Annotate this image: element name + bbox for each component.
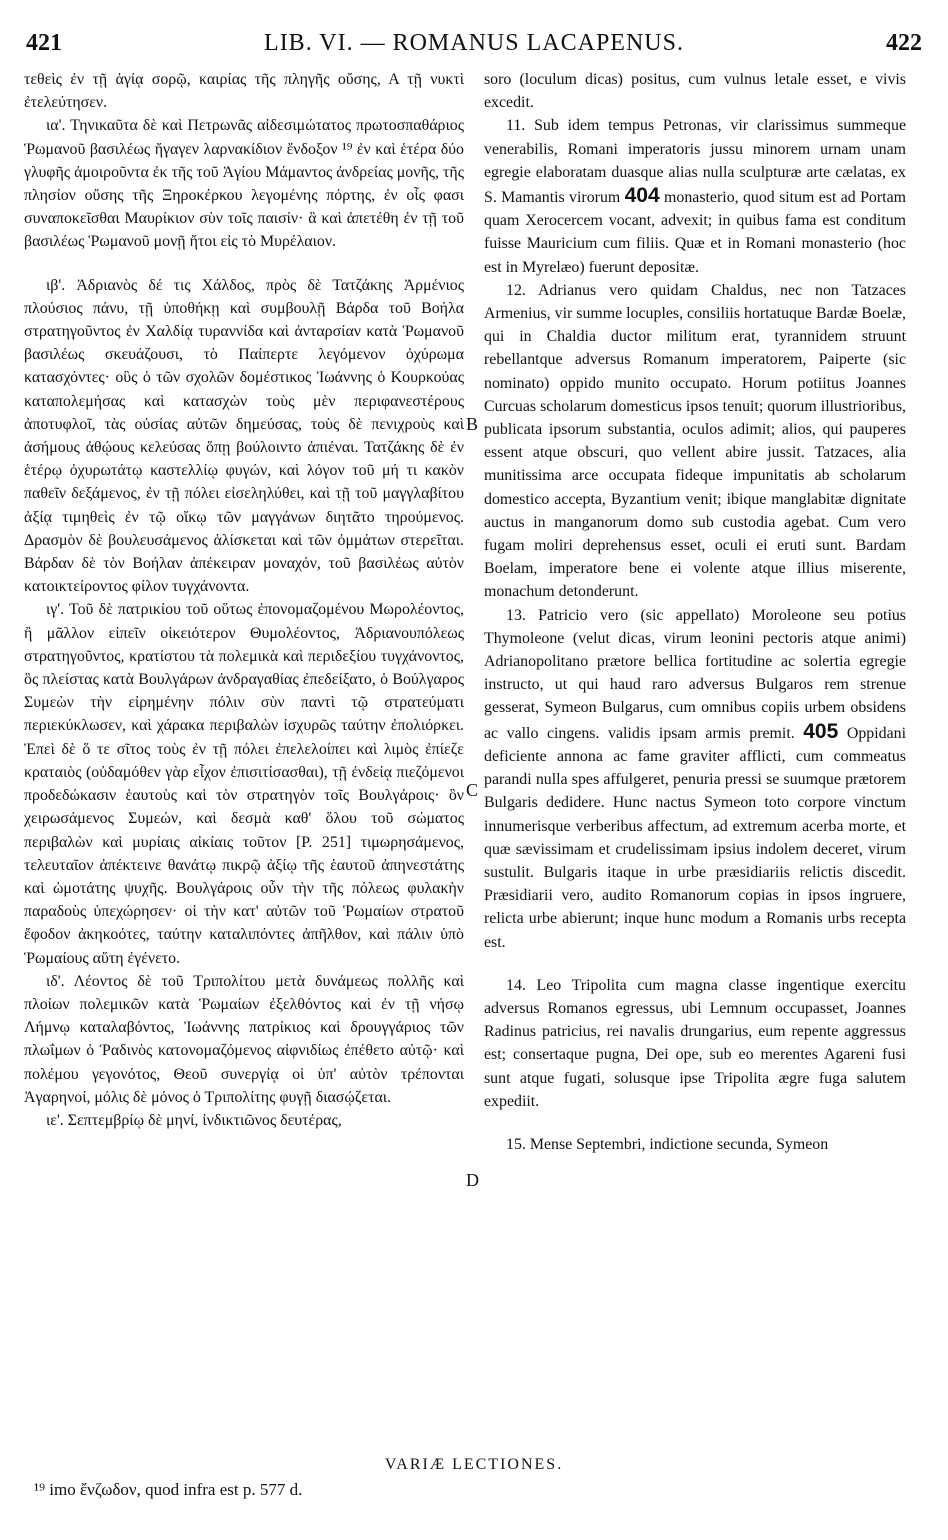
paragraph-gap [484, 1113, 906, 1133]
latin-paragraph-11-a: 11. Sub idem tempus Petronas, vir clarissimus summeque venerabilis, Romani imperatoris jussu minorem urnam unam egregie elaboratam duasque alias nulla sculpturæ arte cælatas, ex S. Mamantis virorum [484, 117, 906, 207]
greek-paragraph-13: ιγ'. Τοῦ δὲ πατρικίου τοῦ οὕτως ἐπονομαζομένου Μωρολέοντος, ἢ μᾶλλον εἰπεῖν οἰκειότερον Θυμολέοντος, Ἀδριανουπόλεως στρατηγοῦντος, κρατίστου τὰ πολεμικὰ καὶ περιδεξίου τυγχάνοντος, ὃς πλείστας κατὰ Βουλγάρων ἀνδραγαθίας ἐπεδείξατο, ὁ Βούλγαρος Συμεὼν τὴν εἰρημένην πόλιν σὺν παντὶ τῷ στρατεύματι περιεκύκλωσεν, καὶ χάρακα περιβαλὼν ἰσχυρῶς ταύτην ἐπολιόρκει. Ἐπεὶ δὲ ὅ τε σῖτος τοὺς ἐν τῇ πόλει ἐπελελοίπει καὶ λιμὸς ἐπίεζε κραταιὸς (οὐδαμόθεν γὰρ εἶχον ἐπισιτίσασθαι), τῇ ἐνδείᾳ πιεζόμενοι προδεδώκασιν ἑαυτοὺς καὶ τὸν στρατηγὸν τοῖς Βουλγάροις· ὃν χειρωσάμενος Συμεών, καὶ δεσμὰ καθ' ὅλου τοῦ σώματος περιβαλὼν καὶ μυρίαις αἰκίαις τοῦτον [P. 251] τιμωρησάμενος, τελευταῖον ἀπέκτεινε θανάτῳ πικρῷ ἀξίῳ τῆς ἑαυτοῦ ἀπηνεστάτης καὶ ὠμοτάτης ψυχῆς. Βουλγάροις οὖν τὴν τῆς πόλεως φυλακὴν παραδοὺς ὑπεχώρησεν· οἱ τὴν κατ' αὐτῶν τοῦ Ῥωμαίων στρατοῦ ἔφοδον ἀκηκοότες, ταύτην καταλιπόντες ἀπῆλθον, καὶ πάλιν ὑπὸ Ῥωμαίους αὕτη ἐγένετο. [24, 601, 464, 967]
right-page-number: 422 [886, 30, 922, 56]
greek-paragraph-14: ιδ'. Λέοντος δὲ τοῦ Τριπολίτου μετὰ δυνάμεως πολλῆς καὶ πλοίων πολεμικῶν κατὰ Ῥωμαίων ἐξελθόντος καὶ ἐν τῇ νήσῳ Λήμνῳ καταλαβόντος, Ἰωάννης πατρίκιος καὶ δρουγγάριος τῶν πλωΐμων ὁ Ῥαδινὸς κατονομαζόμενος αἰφνιδίως ἐπέθετο αὐτῷ· καὶ πολέμου γεγονότος, Θεοῦ συνεργίᾳ οἱ ὑπ' αὐτὸν τρέπονται Ἀγαρηνοί, μόλις δὲ μόνος ὁ Τριπολίτης φυγῇ διασῴζεται. [24, 972, 464, 1106]
greek-column [24, 68, 464, 1132]
paragraph-gap [484, 954, 906, 974]
latin-paragraph-15: 15. Mense Septembri, indictione secunda, Symeon [506, 1135, 829, 1153]
greek-paragraph-15: ιε'. Σεπτεμβρίῳ δὲ μηνί, ἰνδικτιῶνος δευτέρας, [46, 1111, 342, 1129]
greek-paragraph-12: ιβ'. Ἀδριανὸς δέ τις Χάλδος, πρὸς δὲ Τατζάκης Ἀρμένιος πλούσιος πάνυ, τῇ ὑποθήκῃ καὶ συμβουλῇ Βάρδα τοῦ Βοήλα στρατηγοῦντος ἐν Χαλδίᾳ τυραννίδα καὶ ἀνταρσίαν κατὰ Ῥωμανοῦ βασιλέως σκευάζουσι, τὸ Παίπερτε λεγόμενον ὀχύρωμα κατασχόντες· οὓς ὁ τῶν σχολῶν δομέστικος Ἰωάννης ὁ Κουρκούας καταπολεμήσας καὶ κατασχὼν τοὺς μὲν περιφανεστέρους ἀποτυφλοῖ, τὰς οὐσίας αὐτῶν δημεύσας, τοὺς δὲ πενιχροὺς καὶ ἀσήμους ἀθῴους κελεύσας ὅπῃ βούλοιντο ἀπιέναι. Τατζάκης δὲ ἐν ἑτέρῳ ὀχυρωτάτῳ καστελλίῳ φυγών, καὶ λόγον τοῦ μή τι κακὸν παθεῖν δεξάμενος, ἐν τῇ πόλει εἰσεληλύθει, καὶ τῇ τοῦ μαγγλαβίτου ἀξίᾳ τιμηθεὶς ἐν τῷ οἴκῳ τῶν μαγγάνων διητᾶτο τηρούμενος. Δρασμὸν δὲ βουλευσάμενος ἁλίσκεται καὶ τῶν ὀμμάτων στερεῖται. Βάρδαν δὲ τὸν Βοήλαν ἀπέκειραν μοναχόν, τοῦ βασιλέως αὐτὸν κατοικτείροντος φίλον τυγχάνοντα. [24, 276, 464, 596]
latin-paragraph-0: soro (loculum dicas) positus, cum vulnus letale esset, e vivis excedit. [484, 71, 906, 112]
edition-page-405: 405 [803, 719, 839, 743]
greek-paragraph-11: ια'. Τηνικαῦτα δὲ καὶ Πετρωνᾶς αἰδεσιμώτατος πρωτοσπαθάριος Ῥωμανοῦ βασιλέως ἤγαγεν λαρνακίδιον ἔνδοξον ¹⁹ ἐν καὶ ἑτέρα δύο γλυφῆς ἀμοιροῦντα ἐκ τῆς τοῦ Ἁγίου Μάμαντος ἀνδρείας μονῆς, τῆς πλησίον οὔσης τῆς Ξηροκέρκου λεγομένης πόρτης, ἐν οἷς φασι συναποκεῖσθαι Μαυρίκιον σὺν τοῖς παισίν· ἃ καὶ ἀπετέθη ἐν τῇ τοῦ βασιλέως Ῥωμανοῦ μονῇ ἤτοι εἰς τὸ Μυρέλαιον. [24, 117, 464, 251]
latin-paragraph-12: 12. Adrianus vero quidam Chaldus, nec non Tatzaces Armenius, vir summe locuples, consiliis hortatuque Bardæ Boelæ, qui in Chaldia ductor militum erat, tyrannidem struunt rebellantque adversus Romanum imperatorem, Paiperte (sic nominato) oppido munito occupato. Horum potiitus Joannes Curcuas scholarum domesticus ipsos tenuit; quorum illustrioribus, publicata ipsorum substantia, oculos adimit; alios, qui pauperes essent atque obscuri, quo vellent abire jussit. Tatzaces, alia munitissima arce occupata fideque impunitatis ab scholarum domestico accepta, Byzantium venit; ibique manglabitæ dignitate auctus in manganorum domo sub custodia agebat. Cum vero fugam moliri deprehensus esset, oculi ei eruti sunt. Bardam Boelam, imperatore bene ei volente atque illius miserente, monachum detonderunt. [484, 281, 906, 601]
latin-paragraph-13 [484, 604, 906, 954]
latin-paragraph-11 [484, 114, 906, 278]
latin-paragraph-14: 14. Leo Tripolita cum magna classe ingentique exercitu adversus Romanos egressus, ubi Lemnum occupasset, Joannes Radinus patricius, rei navalis drungarius, eum repente aggressus est; consertaque pugna, Dei ope, sub eo merentes Agareni fusi sunt atque fugati, solusque ipse Tripolita ægre fuga salutem expediit. [484, 976, 906, 1110]
latin-paragraph-11-b: monasterio, quod situm est ad Portam quam Xerocercem vocant, advexit; in quibus fama est conditum fuisse Mauricium cum filiis. Quæ et in Romani monasterio (hoc est in Myrelæo) fuerunt depositæ. [484, 189, 906, 276]
footnote: ¹⁹ imo ἔνζωδον, quod infra est p. 577 d. [34, 1480, 303, 1499]
latin-column [484, 68, 906, 1156]
left-page-number: 421 [26, 30, 62, 56]
latin-paragraph-13-b: Oppidani deficiente annona ac fame graviter afflicti, cum commeatus parandi nulla spes affulgeret, penuria pressi se suumque prætorem Bulgaris dedidere. Hunc nactus Symeon toto corpore vinctum innumerisque verberibus affectum, ad extremum acerba morte, et quæ sævissimam et crudelissimam ipsius indolem deceret, virum sustulit. Bulgaris itaque in urbe præsidiariis relictis discedit. Præsidiarii vero, audito Romanorum copias in ipsos ingruere, relicta urbe abierunt; inque hunc modum a Romanis urbs recepta est. [484, 724, 906, 951]
latin-paragraph-13-a: 13. Patricio vero (sic appellato) Moroleone seu potius Thymoleone (velut dicas, virum leonini pectoris atque animi) Adrianopolitano prætore bellica fortitudine ac solertia egregie instructo, ut qui haud raro adversus Bulgaros rem strenue gesserat, Symeon Bulgarus, cum omnibus copiis urbem obsidens ac vallo cingens. validis ipsam armis premit. [484, 606, 906, 742]
section-marker-d: D [466, 1170, 479, 1190]
running-title: LIB. VI. — ROMANUS LACAPENUS. [264, 30, 684, 56]
greek-paragraph-0: τεθεὶς ἐν τῇ ἁγίᾳ σορῷ, καιρίας τῆς πληγῆς οὔσης, Α τῇ νυκτὶ ἐτελεύτησεν. [24, 71, 464, 112]
edition-page-404: 404 [624, 184, 660, 208]
running-header [26, 30, 922, 64]
paragraph-gap [24, 254, 464, 274]
section-marker-c: C [466, 780, 479, 800]
section-marker-b: B [466, 414, 479, 434]
variae-lectiones-heading: VARIÆ LECTIONES. [384, 1456, 564, 1473]
